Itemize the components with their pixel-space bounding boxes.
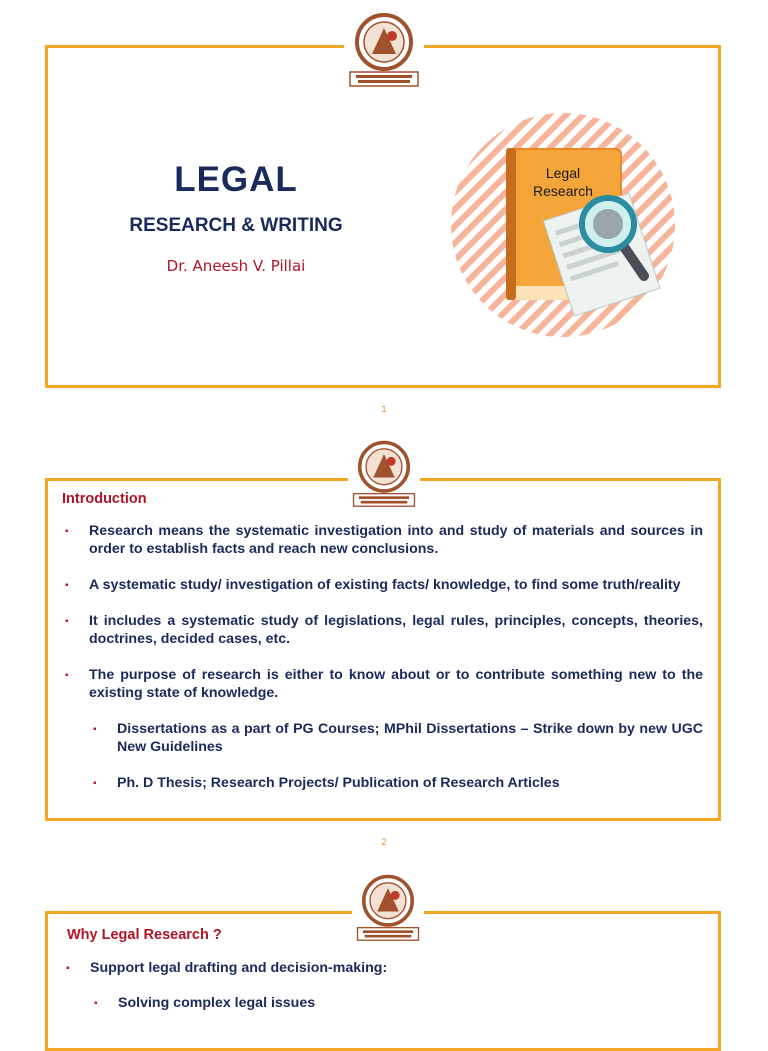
list-item: ▪ Research means the systematic investigation into and study of materials and sources in order to establish facts and reach new conclusions. — [65, 523, 703, 557]
university-seal-icon — [352, 872, 424, 942]
bullet-marker-icon: ▪ — [65, 580, 69, 591]
bullet-marker-icon: ▪ — [65, 616, 69, 627]
list-item: ▪ Ph. D Thesis; Research Projects/ Publication of Research Articles — [93, 775, 560, 791]
list-item: ▪ It includes a systematic study of legislations, legal rules, principles, concepts, theories, doctrines, decided cases, etc. — [65, 613, 703, 647]
legal-research-book-magnifier-icon — [448, 110, 678, 340]
sub-bullet-marker-icon: ▪ — [93, 778, 97, 789]
list-item: ▪ Solving complex legal issues — [94, 995, 316, 1011]
university-logo — [352, 872, 424, 950]
page-number: 1 — [381, 404, 387, 414]
list-item: ▪ Dissertations as a part of PG Courses; MPhil Dissertations – Strike down by new UGC New Guidelines — [93, 721, 703, 755]
university-logo — [348, 438, 420, 516]
slide-1 — [45, 45, 721, 388]
bullet-marker-icon: ▪ — [65, 670, 69, 681]
section-heading: Why Legal Research ? — [67, 927, 222, 943]
list-item: ▪ The purpose of research is either to know about or to contribute something new to the existing state of knowledge. — [65, 667, 703, 701]
university-logo — [344, 10, 424, 88]
bullet-list — [65, 522, 703, 792]
section-heading: Introduction — [62, 491, 147, 507]
bullet-list — [66, 959, 703, 1012]
page-number: 2 — [381, 837, 387, 847]
university-seal-icon — [344, 10, 424, 88]
university-seal-icon — [348, 438, 420, 508]
list-item: ▪ A systematic study/ investigation of existing facts/ knowledge, to find some truth/reality — [65, 577, 681, 593]
slide-subtitle: RESEARCH & WRITING — [129, 215, 343, 236]
bullet-marker-icon: ▪ — [66, 963, 70, 974]
sub-bullet-marker-icon: ▪ — [94, 998, 98, 1009]
legal-research-illustration — [448, 110, 678, 340]
book-label-line1: Legal — [545, 165, 581, 181]
bullet-marker-icon: ▪ — [65, 526, 69, 537]
list-item: ▪ Support legal drafting and decision-making: — [66, 960, 388, 976]
slide-2 — [45, 478, 721, 821]
book-label-line2: Research — [533, 183, 593, 199]
sub-bullet-marker-icon: ▪ — [93, 724, 97, 735]
slide-title: LEGAL — [174, 160, 298, 199]
author-name: Dr. Aneesh V. Pillai — [166, 257, 306, 275]
